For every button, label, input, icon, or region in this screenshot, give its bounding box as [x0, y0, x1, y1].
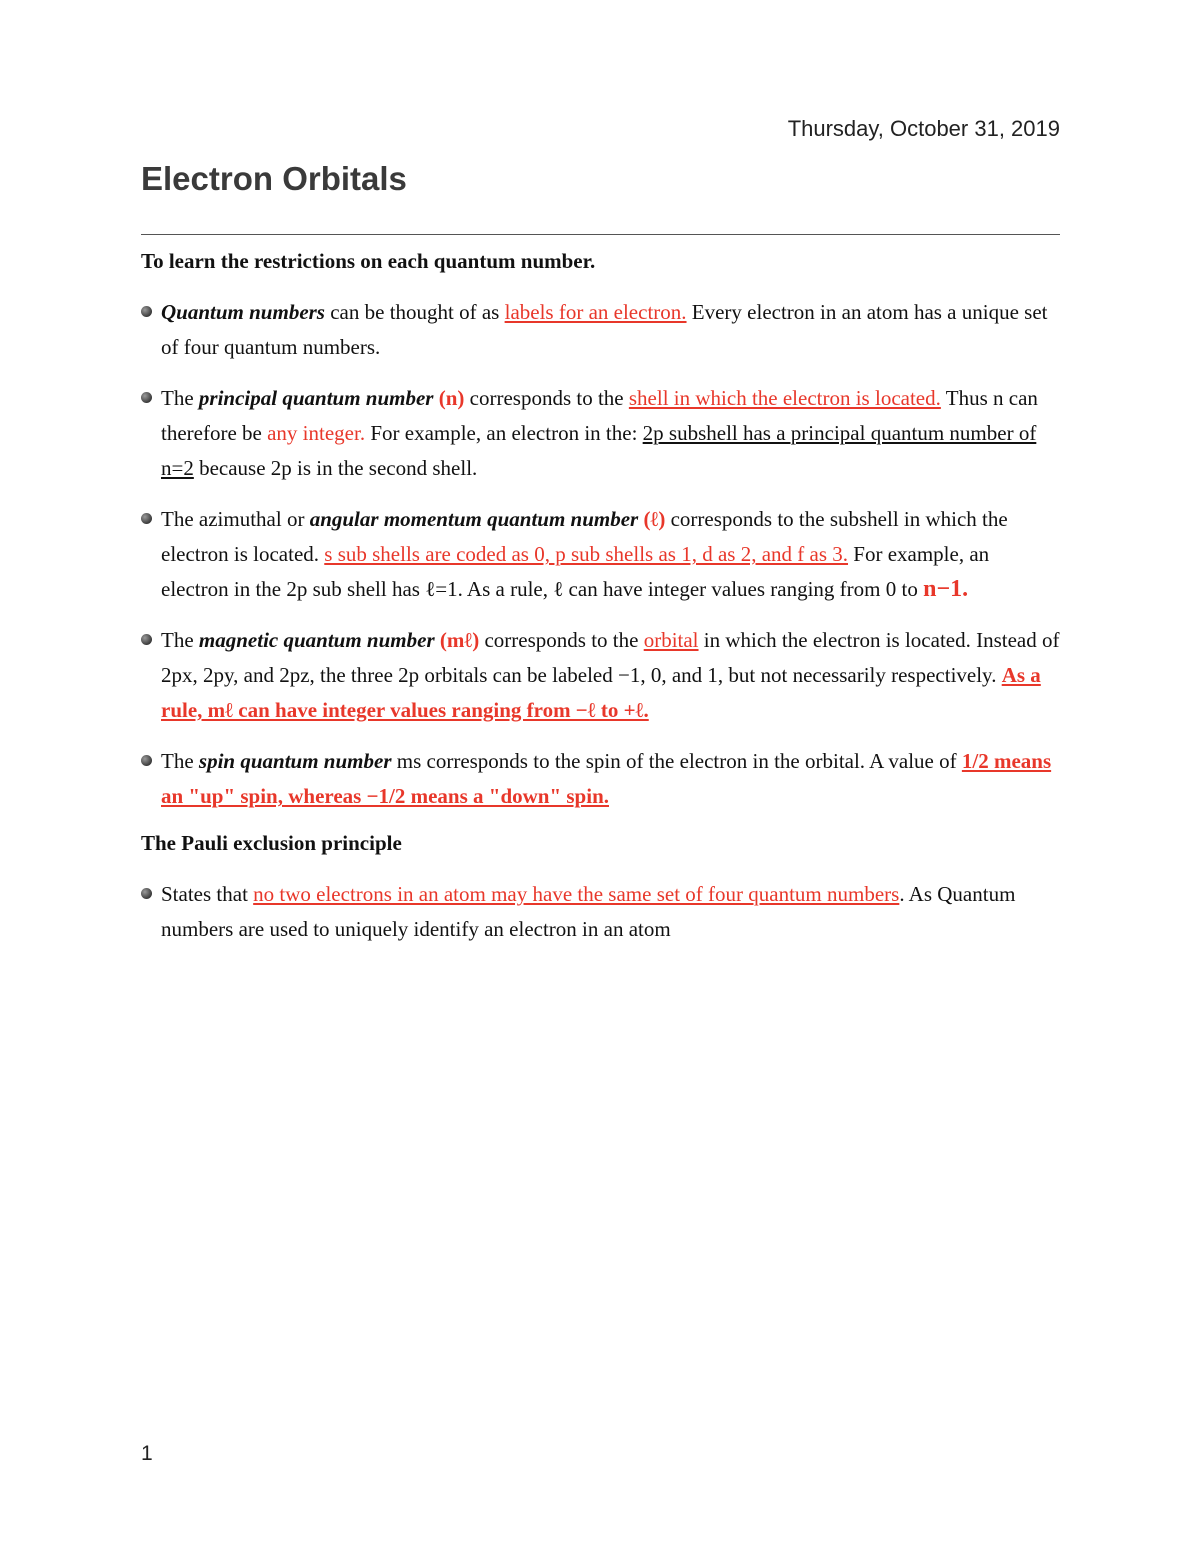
objective-heading: To learn the restrictions on each quantum number. — [141, 249, 596, 273]
text: Every electron in an atom has a unique set of four quantum numbers. — [161, 300, 1048, 359]
page-title: Electron Orbitals — [141, 160, 407, 197]
text: Thus n can therefore be — [161, 386, 1038, 445]
highlight-spin-values: 1/2 means an "up" spin, whereas −1/2 means a "down" spin. — [161, 749, 1052, 808]
term-spin: spin quantum number — [198, 749, 392, 773]
document-body — [141, 244, 1061, 947]
text: can be thought of as — [324, 300, 505, 324]
text: corresponds to the — [464, 386, 629, 410]
text: The — [161, 386, 199, 410]
highlight-subshell-codes: s sub shells are coded as 0, p sub shells as 1, d as 2, and f as 3. — [324, 542, 849, 566]
term-principal: principal quantum number — [198, 386, 434, 410]
term-quantum-numbers: Quantum numbers — [161, 300, 325, 324]
text: The azimuthal or — [161, 507, 310, 531]
term-magnetic: magnetic quantum number — [198, 628, 435, 652]
bullet-dot-icon — [141, 888, 152, 899]
symbol-l: (ℓ) — [638, 507, 666, 531]
symbol-n: (n) — [433, 386, 465, 410]
bullet-dot-icon — [141, 306, 152, 317]
bullet-magnetic — [141, 623, 1061, 728]
symbol-ml: (mℓ) — [434, 628, 480, 652]
pauli-heading: The Pauli exclusion principle — [141, 831, 402, 855]
highlight-shell: shell in which the electron is located. — [628, 386, 941, 410]
bullet-spin — [141, 744, 1061, 814]
highlight-orbital: orbital — [643, 628, 699, 652]
text: The — [161, 628, 199, 652]
term-angular: angular momentum quantum number — [309, 507, 639, 531]
highlight-ml-rule: As a rule, mℓ can have integer values ranging from −ℓ to +ℓ. — [161, 663, 1041, 722]
highlight-n-minus-1: n−1. — [923, 576, 969, 602]
text: corresponds to the — [479, 628, 644, 652]
text: For example, an electron in the 2p sub shell has ℓ=1. As a rule, ℓ can have integer values ranging from 0 to — [161, 542, 990, 601]
text: because 2p is in the second shell. — [193, 456, 478, 480]
text: corresponds to the subshell in which the electron is located. — [161, 507, 1008, 566]
page-number: 1 — [141, 1442, 153, 1465]
text: ms corresponds to the spin of the electron in the orbital. A value of — [391, 749, 962, 773]
bullet-azimuthal — [141, 502, 1061, 607]
text: in which the electron is located. Instead of 2px, 2py, and 2pz, the three 2p orbitals can be labeled −1, 0, and 1, but not necessarily respectively. — [161, 628, 1060, 687]
bullet-dot-icon — [141, 513, 152, 524]
text: . As Quantum numbers are used to uniquely identify an electron in an atom — [161, 882, 1016, 941]
highlight-pauli: no two electrons in an atom may have the same set of four quantum numbers — [253, 882, 900, 906]
bullet-principal — [141, 381, 1061, 486]
text: For example, an electron in the: — [365, 421, 643, 445]
bullet-dot-icon — [141, 634, 152, 645]
document-date: Thursday, October 31, 2019 — [787, 116, 1060, 141]
bullet-quantum-numbers — [141, 295, 1061, 365]
underlined-example: 2p subshell has a principal quantum number of n=2 — [161, 421, 1037, 480]
text: States that — [161, 882, 254, 906]
text: The — [161, 749, 199, 773]
bullet-dot-icon — [141, 392, 152, 403]
bullet-pauli — [141, 877, 1061, 947]
highlight-any-integer: any integer. — [267, 421, 366, 445]
bullet-dot-icon — [141, 755, 152, 766]
highlight-labels: labels for an electron. — [504, 300, 687, 324]
title-divider — [141, 234, 1060, 235]
